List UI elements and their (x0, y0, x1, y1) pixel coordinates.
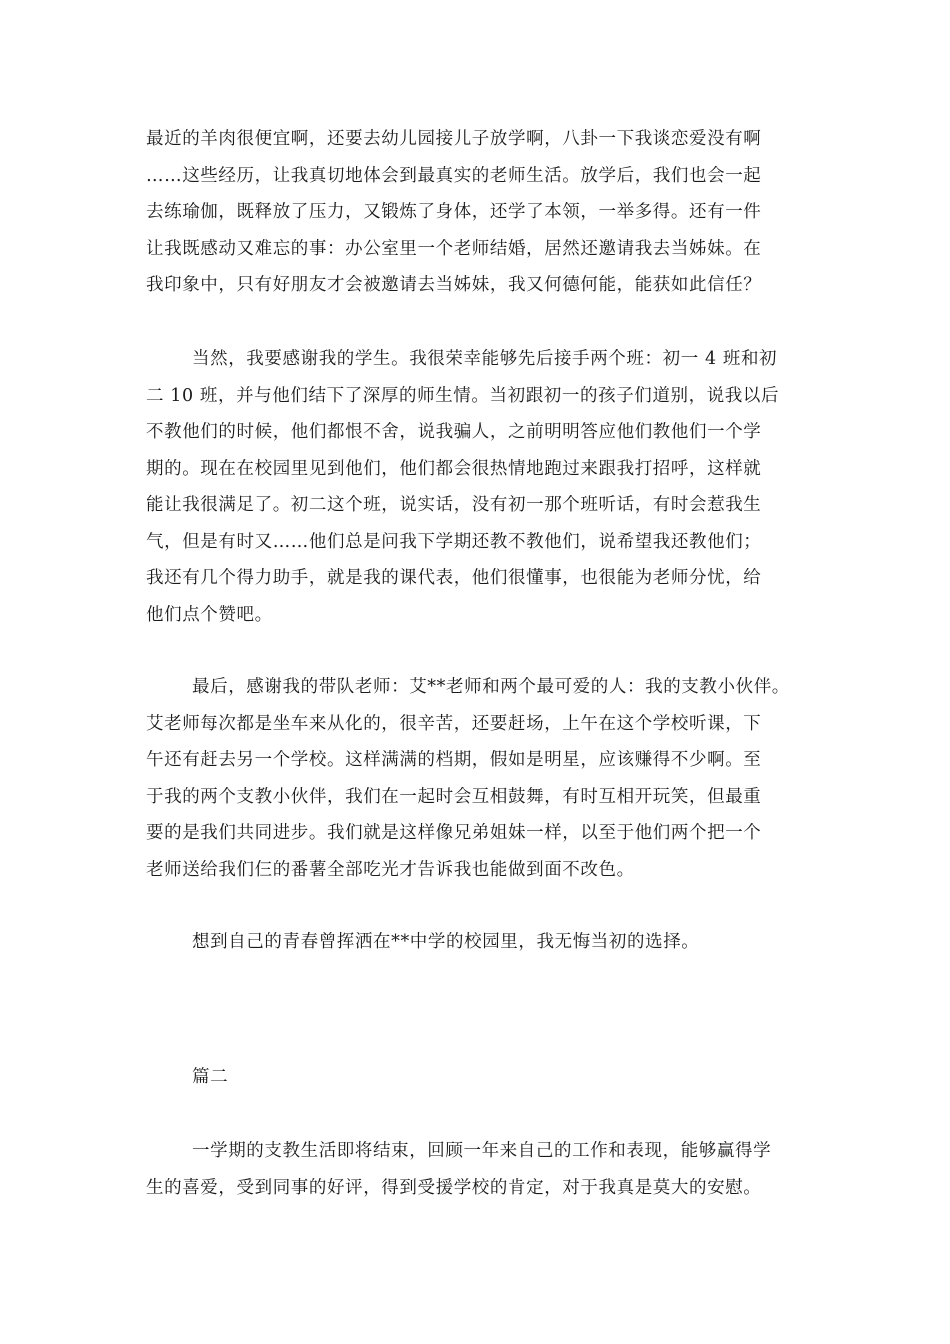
text-line: 生的喜爱，受到同事的好评，得到受援学校的肯定，对于我真是莫大的安慰。 (146, 1177, 762, 1198)
text-line: 老师送给我们仨的番薯全部吃光才告诉我也能做到面不改色。 (146, 859, 635, 880)
text-line: 午还有赶去另一个学校。这样满满的档期，假如是明星，应该赚得不少啊。至 (146, 750, 762, 770)
text-line: 期的。现在在校园里见到他们，他们都会很热情地跑过来跟我打招呼，这样就 (146, 458, 762, 479)
text-line: 一学期的支教生活即将结束，回顾一年来自己的工作和表现，能够赢得学 (192, 1141, 772, 1161)
text-line: 二 10 班，并与他们结下了深厚的师生情。当初跟初一的孩子们道别，说我以后 (146, 385, 780, 406)
text-line: 最后，感谢我的带队老师：艾**老师和两个最可爱的人：我的支教小伙伴。 (192, 677, 790, 697)
paragraph (146, 1133, 806, 1206)
text-line: 我印象中，只有好朋友才会被邀请去当姊妹，我又何德何能，能获如此信任？ (146, 275, 762, 295)
text-line: 艾老师每次都是坐车来从化的，很辛苦，还要赶场，上午在这个学校听课，下 (146, 713, 762, 734)
text-line: 能让我很满足了。初二这个班，说实话，没有初一那个班听话，有时会惹我生 (146, 495, 762, 515)
text-line: ……这些经历，让我真切地体会到最真实的老师生活。放学后，我们也会一起 (146, 165, 762, 186)
text-line: 于我的两个支教小伙伴，我们在一起时会互相鼓舞，有时互相开玩笑，但最重 (146, 786, 762, 807)
text-line: 要的是我们共同进步。我们就是这样像兄弟姐妹一样，以至于他们两个把一个 (146, 823, 762, 843)
paragraph (146, 341, 806, 633)
paragraph (146, 121, 806, 304)
text-line: 最近的羊肉很便宜啊，还要去幼儿园接儿子放学啊，八卦一下我谈恋爱没有啊 (146, 129, 762, 149)
text-line: 气，但是有时又……他们总是问我下学期还教不教他们，说希望我还教他们； (146, 531, 762, 552)
text-line: 当然，我要感谢我的学生。我很荣幸能够先后接手两个班：初一 4 班和初 (192, 349, 778, 369)
section-heading-text: 篇二 (192, 1067, 229, 1087)
text-line: 他们点个赞吧。 (146, 604, 273, 625)
paragraph (146, 669, 806, 888)
text-line: 想到自己的青春曾挥洒在**中学的校园里，我无悔当初的选择。 (192, 932, 700, 952)
text-line: 让我既感动又难忘的事：办公室里一个老师结婚，居然还邀请我去当姊妹。在 (146, 238, 762, 259)
section-heading (146, 1059, 806, 1096)
paragraph (146, 924, 806, 961)
text-line: 我还有几个得力助手，就是我的课代表，他们很懂事，也很能为老师分忧，给 (146, 568, 762, 588)
text-line: 去练瑜伽，既释放了压力，又锻炼了身体，还学了本领，一举多得。还有一件 (146, 202, 762, 222)
text-line: 不教他们的时候，他们都恨不舍，说我骗人，之前明明答应他们教他们一个学 (146, 422, 762, 442)
